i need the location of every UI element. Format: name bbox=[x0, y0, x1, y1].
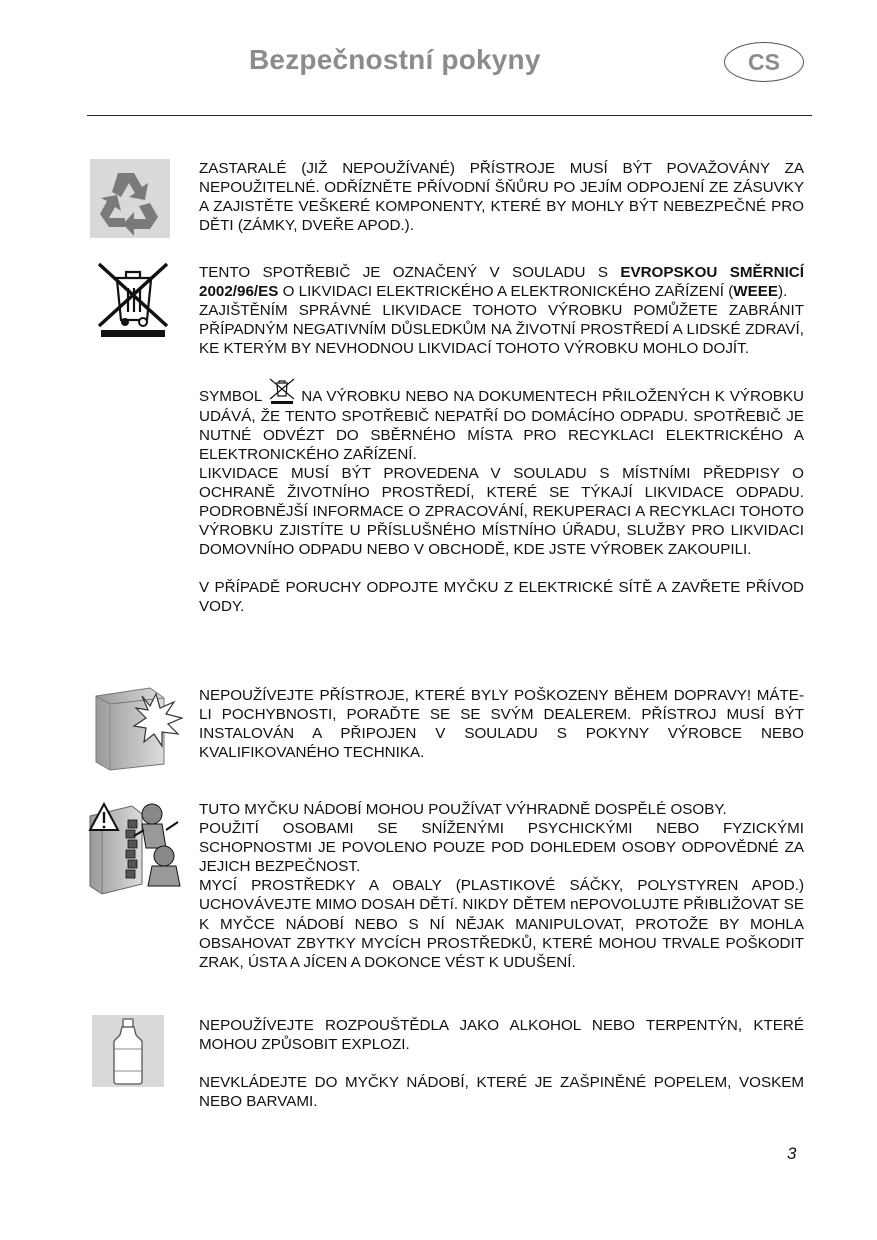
recycle-text: ZASTARALÉ (JIŽ NEPOUŽÍVANÉ) PŘÍSTROJE MUSÍ BÝT POVAŽOVÁNY ZA NEPOUŽITELNÉ. ODŘÍZNĚTE PŘÍVODNÍ ŠŇŮRU PO JEJÍM ODPOJENÍ ZE ZÁSUVKY A ZAJISTĚTE VEŠKERÉ KOMPONENTY, KTERÉ BY MOHLY BÝT NEBEZPEČNÉ PRO DĚTI (ZÁMKY, DVEŘE APOD.). bbox=[199, 160, 804, 235]
solvents-section bbox=[199, 1016, 804, 1111]
damaged-appliance-icon bbox=[90, 686, 186, 772]
children-detergents: MYCÍ PROSTŘEDKY A OBALY (PLASTIKOVÉ SÁČKY, POLYSTYREN APOD.) UCHOVÁVEJTE MIMO DOSAH DĚTí. NIKDY DĚTEM nEPOVOLUJTE PŘIBLIŽOVAT SE K MYČCE NÁDOBÍ NEBO S NÍ NĚJAK MANIPULOVAT, PROTOŽE BY MOHLA OBSAHOVAT ZBYTKY MYCÍCH PROSTŘEDKŮ, KTERÉ MOHOU TRVALE POŠKODIT ZRAK, ÚSTA A JÍCEN A DOKONCE VÉST K UDUŠENÍ. bbox=[199, 877, 804, 971]
weee-directive-paragraph: TENTO SPOTŘEBIČ JE OZNAČENÝ V SOULADU S EVROPSKOU SMĚRNICÍ 2002/96/ES O LIKVIDACI ELEKTRICKÉHO A ELEKTRONICKÉHO ZAŘÍZENÍ (WEEE). bbox=[199, 264, 804, 301]
recycle-section bbox=[199, 159, 804, 235]
children-adults-only: TUTO MYČKU NÁDOBÍ MOHOU POUŽÍVAT VÝHRADNĚ DOSPĚLÉ OSOBY. bbox=[199, 801, 727, 818]
weee-section bbox=[199, 263, 804, 617]
children-section bbox=[199, 800, 804, 972]
damage-section bbox=[199, 686, 804, 762]
crossed-bin-inline-icon bbox=[267, 377, 297, 405]
page-number: 3 bbox=[787, 1144, 797, 1163]
solvents-text: NEPOUŽÍVEJTE ROZPOUŠTĚDLA JAKO ALKOHOL NEBO TERPENTÝN, KTERÉ MOHOU ZPŮSOBIT EXPLOZI. bbox=[199, 1017, 804, 1054]
page-title: Bezpečnostní pokyny bbox=[249, 44, 541, 75]
weee-disposal-paragraph: ZAJIŠTĚNÍM SPRÁVNÉ LIKVIDACE TOHOTO VÝROBKU POMŮŽETE ZABRÁNIT PŘÍPADNÝM NEGATIVNÍM DŮSLEDKŮM NA ŽIVOTNÍ PROSTŘEDÍ A LIDSKÉ ZDRAVÍ, KE KTERÝM BY NEVHODNOU LIKVIDACÍ TOHOTO VÝROBKU MOHLO DOJÍT. bbox=[199, 302, 804, 358]
recycle-icon bbox=[90, 159, 170, 238]
weee-symbol-paragraph: SYMBOL NA VÝROBKU NEBO NA DOKUMENTECH PŘILOŽENÝCH K VÝROBKU UDÁVÁ, ŽE TENTO SPOTŘEBIČ NEPATŘÍ DO DOMÁCÍHO ODPADU. SPOTŘEBIČ JE NUTNÉ ODVÉZT DO SBĚRNÉHO MÍSTA PRO RECYKLACI ELEKTRICKÉHO A ELEKTRONICKÉHO ZAŘÍZENÍ. bbox=[199, 377, 804, 463]
directive-name: EVROPSKOU SMĚRNICÍ 2002/96/ES bbox=[199, 264, 804, 301]
weee-local-rules-paragraph: LIKVIDACE MUSÍ BÝT PROVEDENA V SOULADU S MÍSTNÍMI PŘEDPISY O OCHRANĚ ŽIVOTNÍHO PROSTŘEDÍ, KTERÉ SE TÝKAJÍ LIKVIDACE ODPADU. PODROBNĚJŠÍ INFORMACE O ZPRACOVÁNÍ, REKUPERACI A RECYKLACI TOHOTO VÝROBKU ZJISTÍTE U PŘÍSLUŠNÉHO MÍSTNÍHO ÚŘADU, SLUŽBY PRO LIKVIDACI DOMOVNÍHO ODPADU NEBO V OBCHODĚ, KDE JSTE VÝROBEK ZAKOUPILI. bbox=[199, 464, 804, 559]
bottle-icon bbox=[92, 1015, 164, 1087]
language-badge: CS bbox=[724, 42, 804, 82]
crossed-bin-icon bbox=[95, 260, 171, 338]
weee-fault-paragraph: V PŘÍPADĚ PORUCHY ODPOJTE MYČKU Z ELEKTRICKÉ SÍTĚ A ZAVŘETE PŘÍVOD VODY. bbox=[199, 579, 804, 616]
children-warning-icon bbox=[88, 800, 186, 896]
header-divider bbox=[87, 115, 812, 116]
weee-abbr: WEEE bbox=[733, 283, 779, 301]
children-reduced-capabilities: POUŽITÍ OSOBAMI SE SNÍŽENÝMI PSYCHICKÝMI NEBO FYZICKÝMI SCHOPNOSTMI JE POVOLENO POUZE POD DOHLEDEM OSOBY ODPOVĚDNÉ ZA JEJICH BEZPEČNOST. bbox=[199, 820, 804, 876]
dirty-dishes-text: NEVKLÁDEJTE DO MYČKY NÁDOBÍ, KTERÉ JE ZAŠPINĚNÉ POPELEM, VOSKEM NEBO BARVAMI. bbox=[199, 1074, 804, 1111]
damage-text: NEPOUŽÍVEJTE PŘÍSTROJE, KTERÉ BYLY POŠKOZENY BĚHEM DOPRAVY! MÁTE-LI POCHYBNOSTI, PORAĎTE SE SE SVÝM DEALEREM. PŘÍSTROJ MUSÍ BÝT INSTALOVÁN A PŘIPOJEN V SOULADU S POKYNY VÝROBCE NEBO KVALIFIKOVANÉHO TECHNIKA. bbox=[199, 687, 804, 762]
